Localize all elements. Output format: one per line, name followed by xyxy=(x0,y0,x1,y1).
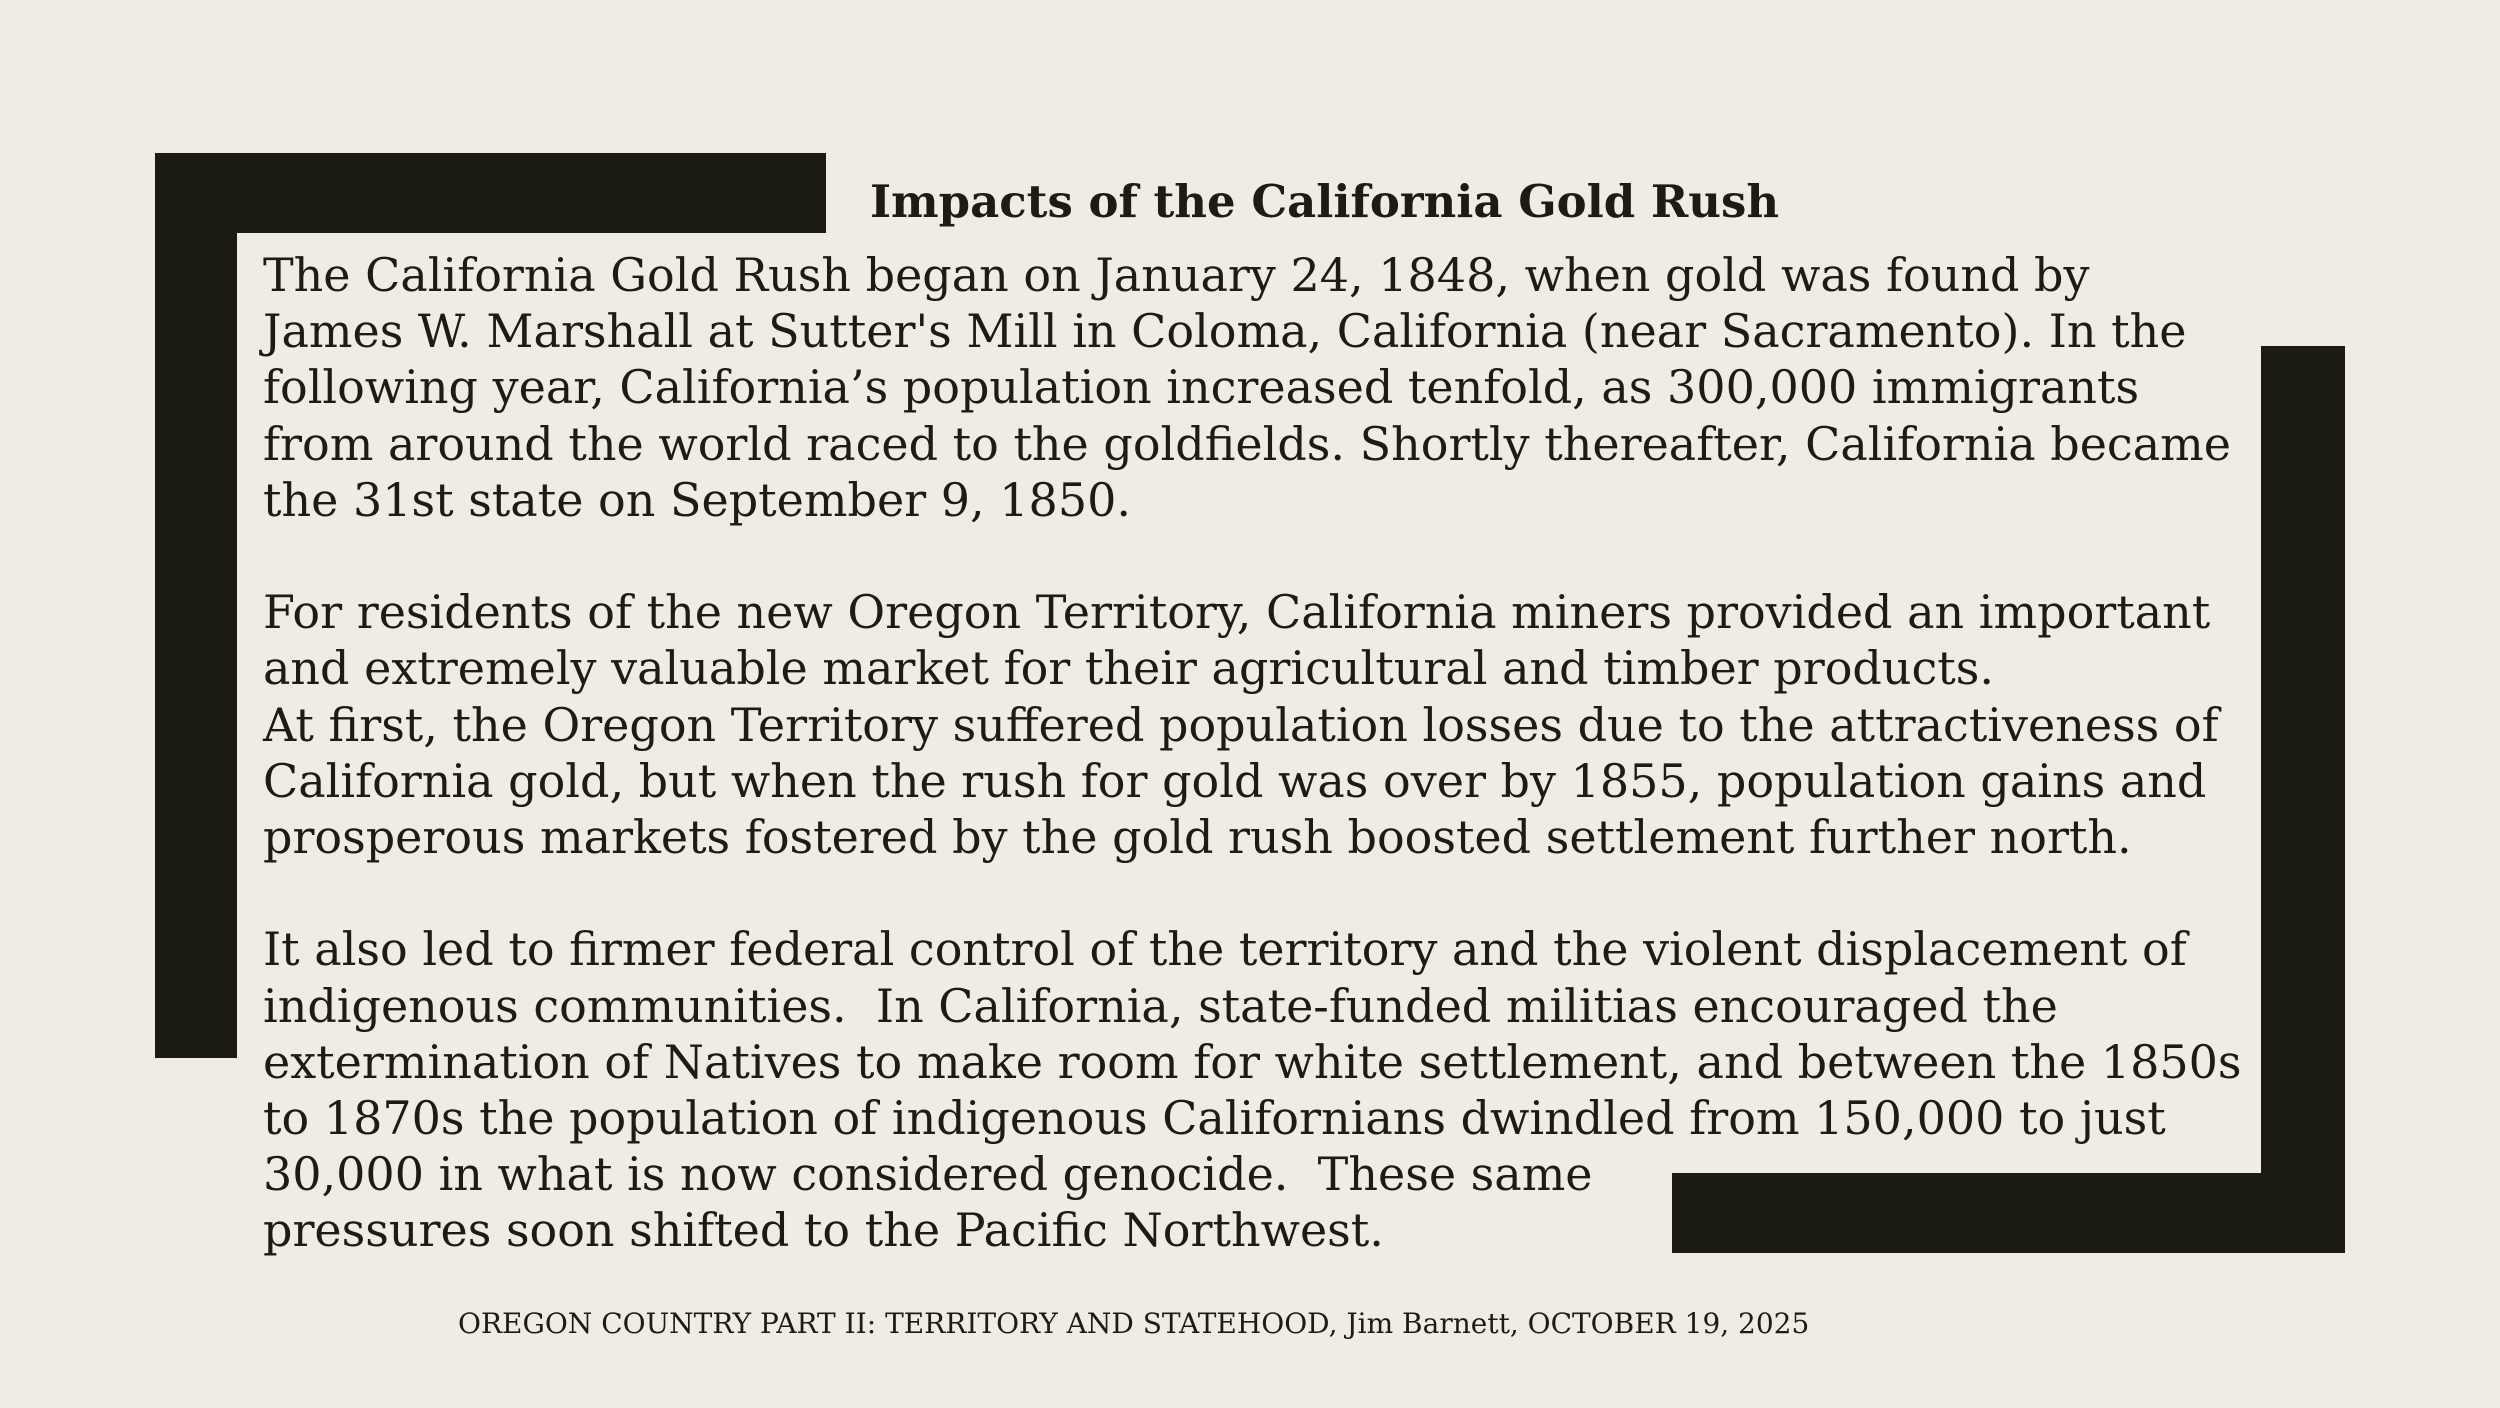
slide-footer: OREGON COUNTRY PART II: TERRITORY AND STATEHOOD, Jim Barnett, OCTOBER 19, 2025 xyxy=(458,1307,1810,1340)
body-line: 30,000 in what is now considered genocide. These same xyxy=(263,1147,1593,1202)
body-line: California gold, but when the rush for gold was over by 1855, population gains and xyxy=(263,753,2207,808)
paragraph-2 xyxy=(263,584,2263,865)
body-line: For residents of the new Oregon Territory, California miners provided an important xyxy=(263,585,2211,640)
body-line: indigenous communities. In California, state-funded militias encouraged the xyxy=(263,978,2058,1033)
body-line: from around the world raced to the goldfields. Shortly thereafter, California became xyxy=(263,416,2231,471)
body-line: At first, the Oregon Territory suffered population losses due to the attractiveness of xyxy=(263,697,2219,752)
body-line: to 1870s the population of indigenous Californians dwindled from 150,000 to just xyxy=(263,1091,2166,1146)
body-line: following year, California’s population increased tenfold, as 300,000 immigrants xyxy=(263,360,2140,415)
decorative-bracket-top-left-vertical xyxy=(155,153,237,1058)
slide-title: Impacts of the California Gold Rush xyxy=(870,175,1780,228)
slide-body xyxy=(263,247,2263,1259)
body-line: pressures soon shifted to the Pacific Northwest. xyxy=(263,1203,1384,1258)
body-line: the 31st state on September 9, 1850. xyxy=(263,472,1131,527)
body-line: extermination of Natives to make room for white settlement, and between the 1850s xyxy=(263,1034,2242,1089)
paragraph-spacer xyxy=(263,865,2263,921)
decorative-bracket-top-left-horizontal xyxy=(155,153,826,233)
paragraph-1 xyxy=(263,247,2263,528)
body-line: and extremely valuable market for their agricultural and timber products. xyxy=(263,641,1994,696)
decorative-bracket-bottom-right-vertical xyxy=(2261,346,2345,1253)
paragraph-spacer xyxy=(263,528,2263,584)
body-line: James W. Marshall at Sutter's Mill in Coloma, California (near Sacramento). In the xyxy=(263,304,2187,359)
body-line: The California Gold Rush began on January 24, 1848, when gold was found by xyxy=(263,248,2090,302)
paragraph-3 xyxy=(263,921,2263,1258)
body-line: It also led to firmer federal control of the territory and the violent displacement of xyxy=(263,922,2187,977)
body-line: prosperous markets fostered by the gold rush boosted settlement further north. xyxy=(263,810,2132,865)
